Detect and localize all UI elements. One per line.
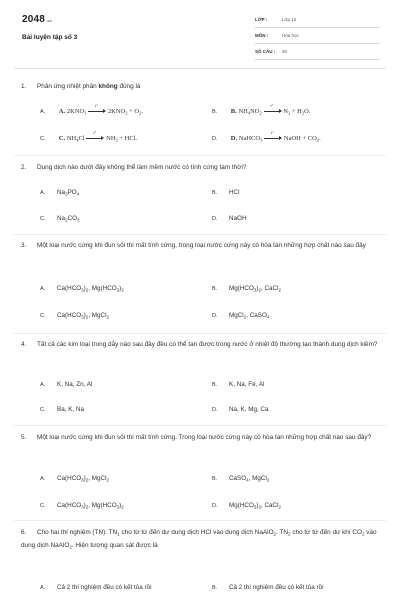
meta-count-value: 30 (282, 49, 288, 54)
question-divider (14, 425, 386, 426)
site-logo[interactable]: 2048.vn (22, 14, 52, 25)
question-4-stem: 4. Tất cả các kim loại trong dãy nào sau đây đều có thể tan được trong nước ở nhiệt độ thường tạo thành dung dịch kiềm? (21, 341, 378, 348)
meta-count-key: SỐ CÂU : (255, 49, 276, 54)
question-1-option-d[interactable]: D. D. NaHCO$_3$ t° NaOH + $CO_2$. (212, 130, 321, 143)
question-1 (0, 81, 400, 151)
question-2-option-b[interactable]: B. HCl (212, 189, 240, 196)
question-divider (14, 333, 386, 334)
question-1-number: 1. (21, 83, 27, 90)
question-5-option-a[interactable]: A. $Ca(HCO_3)_2$, MgCl$_2$ (40, 475, 109, 483)
page-title: Bài luyện tập số 3 (22, 34, 78, 41)
question-2-option-a[interactable]: A. $Na_3PO_4$ (40, 189, 80, 197)
question-6 (0, 527, 400, 600)
question-3-option-a[interactable]: A. $Ca(HCO_3)_2$, $Mg(HCO_3)_2$ (40, 285, 124, 293)
question-5-option-c[interactable]: C. $Ca(HCO_3)_2$, $Mg(HCO_3)_2$ (40, 502, 124, 510)
reaction-arrow-icon: t° (86, 135, 104, 141)
question-4-option-c[interactable]: C. Ba, K, Na (40, 406, 84, 413)
question-4 (0, 339, 400, 429)
question-divider (14, 520, 386, 521)
question-2-stem: 2. Dung dịch nào dưới đây không thể làm mềm nước có tính cứng tạm thời? (21, 164, 247, 171)
reaction-arrow-icon: t° (88, 108, 106, 114)
reaction-arrow-icon: t° (264, 135, 282, 141)
question-1-option-a[interactable]: A. A. $2KNO_3$ t° $2KNO_2 + O_2$. (40, 103, 144, 116)
question-divider (14, 234, 386, 235)
question-2-option-c[interactable]: C. $Na_2CO_3$ (40, 215, 80, 223)
question-1-stem: 1. Phản ứng nhiệt phân không đúng là (21, 81, 383, 93)
question-5-option-d[interactable]: D. $Mg(HCO_3)_2$, CaCl$_2$ (212, 502, 281, 510)
question-5-option-b[interactable]: B. CaSO$_4$, MgCl$_2$ (212, 475, 270, 483)
question-2-option-d[interactable]: D. NaOH (212, 215, 247, 222)
meta-subject-key: MÔN : (255, 33, 269, 38)
header-divider (14, 68, 386, 69)
question-4-option-a[interactable]: A. K, Na, Zn, Al (40, 381, 93, 388)
question-6-option-a[interactable]: A. Cả 2 thí nghiệm đều có kết tủa rồi (40, 584, 152, 591)
question-1-option-b[interactable]: B. B. $NH_4NO_2$ t° $N_2 + H_2O$. (212, 103, 311, 116)
meta-class-key: LỚP : (255, 17, 268, 22)
question-2 (0, 162, 400, 232)
question-1-option-c[interactable]: C. C. $NH_4Cl$ t° $NH_3$ + HCl. (40, 130, 138, 143)
question-5 (0, 432, 400, 522)
question-6-stem: 6. Cho hai thí nghiệm (TN): $TN_1$ cho từ từ đến dư dung dịch HCl vào dung dịch NaAlO$_2$. $TN_2$ cho từ từ đến dư khí $CO_2$ vào dung dịch NaAlO$_2$. Hiện tượng quan sát được là (21, 529, 377, 550)
question-6-option-b[interactable]: B. Cả 2 thí nghiệm đều có kết tủa rồi (212, 584, 324, 591)
exam-meta (255, 14, 380, 62)
question-3-stem: 3. Một loại nước cứng khi đun sôi thì mất tính cứng, trong loại nước cứng này có hòa tan những hợp chất nào sau đây (21, 242, 366, 249)
question-divider (14, 155, 386, 156)
question-3-option-d[interactable]: D. MgCl$_2$, CaSO$_4$ (212, 312, 270, 320)
meta-subject-row (255, 30, 380, 44)
question-3-option-b[interactable]: B. $Mg(HCO_3)_2$, CaCl$_2$ (212, 285, 281, 293)
page-header (0, 0, 400, 70)
meta-class-value: Lớp 12 (282, 17, 297, 22)
meta-class-row (255, 14, 380, 28)
meta-count-row (255, 46, 380, 60)
reaction-arrow-icon: t° (264, 108, 282, 114)
question-3-option-c[interactable]: C. $Ca(HCO_3)_2$, MgCl$_2$ (40, 312, 109, 320)
meta-subject-value: Hóa học (282, 33, 299, 38)
question-5-stem: 5. Một loại nước cứng khi đun sôi thì mất tính cứng. Trong loại nước cứng này có hòa tan những hợp chất nào sau đây? (21, 434, 372, 441)
question-4-option-b[interactable]: B. K, Na, Fe, Al (212, 381, 265, 388)
question-3 (0, 240, 400, 330)
question-4-option-d[interactable]: D. Na, K, Mg, Ca (212, 406, 269, 413)
